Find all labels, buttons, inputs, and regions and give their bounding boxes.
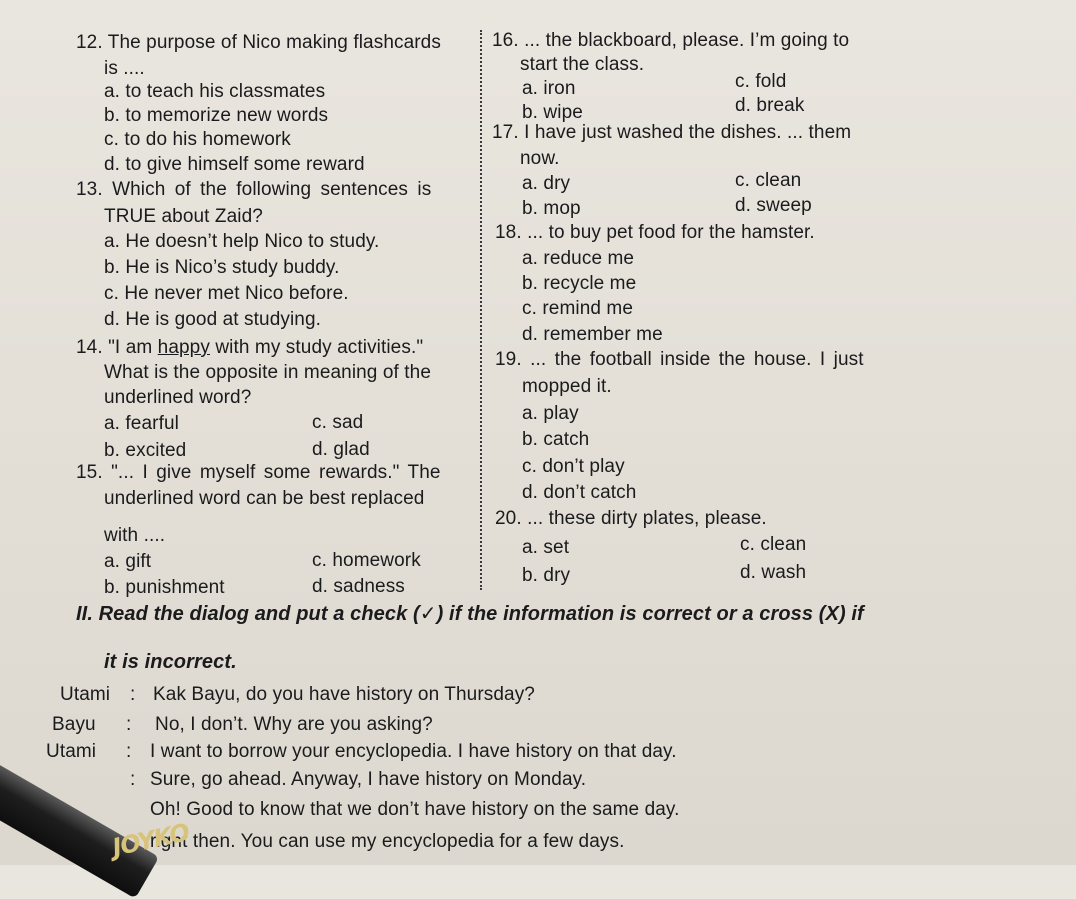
q19-option-d: d. don’t catch [522, 482, 637, 503]
q14-stem-line2: What is the opposite in meaning of the [104, 362, 431, 383]
q17-stem-line2: now. [520, 148, 560, 169]
q16-stem-line2: start the class. [520, 54, 645, 75]
q13-option-b: b. He is Nico’s study buddy. [104, 257, 340, 278]
q14-option-d: d. glad [312, 439, 370, 460]
q14-stem-pre: 14. "I am [76, 337, 158, 358]
q15-stem-line3: with .... [104, 525, 166, 546]
q14-stem-line3: underlined word? [104, 387, 252, 408]
q15-option-d: d. sadness [312, 576, 405, 597]
q15-option-c: c. homework [312, 550, 421, 571]
q19-option-b: b. catch [522, 429, 590, 450]
q12-option-a: a. to teach his classmates [104, 81, 326, 102]
q16-option-a: a. iron [522, 78, 576, 99]
column-divider [480, 30, 482, 590]
q18-option-a: a. reduce me [522, 248, 635, 269]
q19-stem-line1: 19. ... the football inside the house. I just [495, 349, 864, 370]
q17-stem-line1: 17. I have just washed the dishes. ... them [492, 122, 852, 143]
q18-option-d: d. remember me [522, 324, 663, 345]
q18-stem-line1: 18. ... to buy pet food for the hamster. [495, 222, 815, 243]
section2-heading-line2: it is incorrect. [104, 651, 237, 673]
dialog-speaker-1: Utami [60, 684, 111, 705]
q19-option-c: c. don’t play [522, 456, 625, 477]
q18-option-b: b. recycle me [522, 273, 637, 294]
q16-option-b: b. wipe [522, 102, 583, 123]
q12-option-d: d. to give himself some reward [104, 154, 365, 175]
pen-brand-label: JOYKO [109, 818, 192, 862]
q15-stem-line1: 15. "... I give myself some rewards." The [76, 462, 441, 483]
q20-option-c: c. clean [740, 534, 807, 555]
q13-option-c: c. He never met Nico before. [104, 283, 349, 304]
q17-option-d: d. sweep [735, 195, 812, 216]
q20-option-b: b. dry [522, 565, 571, 586]
q14-option-a: a. fearful [104, 413, 179, 434]
dialog-speaker-2: Bayu [52, 714, 96, 735]
dialog-sep-1: : [130, 684, 136, 705]
dialog-line-6: right then. You can use my encyclopedia for a few days. [150, 831, 625, 852]
dialog-line-3: I want to borrow your encyclopedia. I have history on that day. [150, 741, 677, 762]
dialog-sep-3: : [126, 741, 132, 762]
q13-option-a: a. He doesn’t help Nico to study. [104, 231, 380, 252]
dialog-speaker-3: Utami [46, 741, 97, 762]
dialog-line-4: Sure, go ahead. Anyway, I have history on Monday. [150, 769, 587, 790]
q19-stem-line2: mopped it. [522, 376, 612, 397]
q12-stem-line2: is .... [104, 58, 145, 79]
pen-body [0, 742, 159, 899]
q20-option-d: d. wash [740, 562, 807, 583]
dialog-line-5: Oh! Good to know that we don’t have history on the same day. [150, 799, 680, 820]
q17-option-a: a. dry [522, 173, 571, 194]
q20-stem-line1: 20. ... these dirty plates, please. [495, 508, 767, 529]
q13-option-d: d. He is good at studying. [104, 309, 322, 330]
q16-stem-line1: 16. ... the blackboard, please. I’m going to [492, 30, 850, 51]
q15-stem-line2: underlined word can be best replaced [104, 488, 425, 509]
q14-stem-post: with my study activities." [209, 337, 424, 358]
q12-option-b: b. to memorize new words [104, 105, 329, 126]
q16-option-d: d. break [735, 95, 805, 116]
q12-stem-line1: 12. The purpose of Nico making flashcards [76, 32, 441, 53]
dialog-sep-2: : [126, 714, 132, 735]
q19-option-a: a. play [522, 403, 579, 424]
section2-heading-line1: II. Read the dialog and put a check (✓) if the information is correct or a cross (X) if [76, 603, 864, 625]
q18-option-c: c. remind me [522, 298, 634, 319]
dialog-line-2: No, I don’t. Why are you asking? [155, 714, 433, 735]
dialog-line-1: Kak Bayu, do you have history on Thursday? [153, 684, 535, 705]
q16-option-c: c. fold [735, 71, 787, 92]
q14-underlined-word: happy [157, 337, 210, 358]
q20-option-a: a. set [522, 537, 570, 558]
q13-stem-line2: TRUE about Zaid? [104, 206, 263, 227]
q15-option-a: a. gift [104, 551, 152, 572]
q13-stem-line1: 13. Which of the following sentences is [76, 179, 432, 200]
dialog-sep-4: : [130, 769, 136, 790]
q12-option-c: c. to do his homework [104, 129, 291, 150]
q14-stem-line1 [76, 337, 423, 359]
q17-option-c: c. clean [735, 170, 802, 191]
q14-option-c: c. sad [312, 412, 364, 433]
q15-option-b: b. punishment [104, 577, 225, 598]
q17-option-b: b. mop [522, 198, 581, 219]
q14-option-b: b. excited [104, 440, 187, 461]
